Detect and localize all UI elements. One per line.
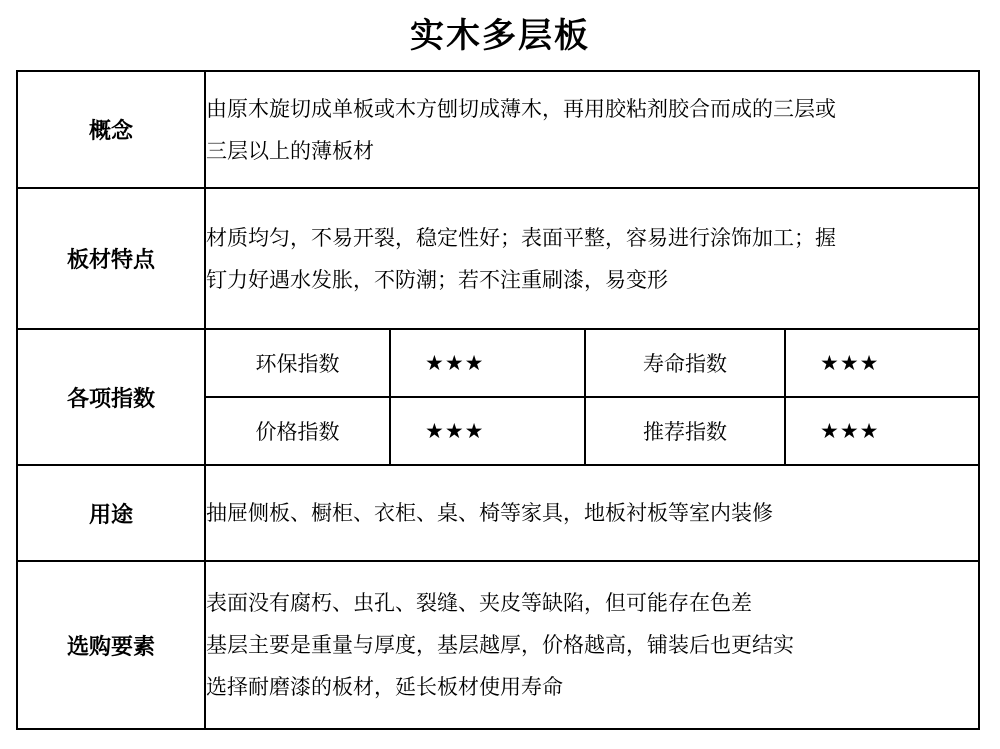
concept-line-1: 由原木旋切成单板或木方刨切成薄木，再用胶粘剂胶合而成的三层或 (206, 96, 836, 121)
info-table (16, 70, 980, 730)
row-concept (17, 71, 979, 188)
page-title: 实木多层板 (410, 16, 590, 56)
features-line-1: 材质均匀，不易开裂，稳定性好；表面平整，容易进行涂饰加工；握 (206, 225, 836, 250)
indices-row (206, 330, 978, 397)
index-stars-price: ★★★ (390, 397, 585, 464)
concept-line-2: 三层以上的薄板材 (206, 138, 374, 163)
indices-grid (206, 330, 978, 464)
row-buying (17, 561, 979, 729)
row-indices (17, 329, 979, 465)
row-label-usage: 用途 (17, 465, 205, 561)
buying-line-2: 基层主要是重量与厚度，基层越厚，价格越高，铺装后也更结实 (206, 633, 794, 657)
row-content-features (205, 188, 979, 329)
row-label-concept: 概念 (17, 71, 205, 188)
row-content-concept (205, 71, 979, 188)
row-label-indices: 各项指数 (17, 329, 205, 465)
row-features (17, 188, 979, 329)
index-stars-lifespan: ★★★ (785, 330, 978, 397)
row-label-buying: 选购要素 (17, 561, 205, 729)
features-line-2: 钉力好遇水发胀，不防潮；若不注重刷漆，易变形 (206, 267, 668, 292)
index-name-eco: 环保指数 (206, 330, 390, 397)
index-name-price: 价格指数 (206, 397, 390, 464)
row-label-features: 板材特点 (17, 188, 205, 329)
row-content-usage (205, 465, 979, 561)
row-usage (17, 465, 979, 561)
index-name-lifespan: 寿命指数 (585, 330, 785, 397)
buying-line-1: 表面没有腐朽、虫孔、裂缝、夹皮等缺陷，但可能存在色差 (206, 591, 752, 615)
index-stars-recommend: ★★★ (820, 419, 880, 443)
buying-line-3: 选择耐磨漆的板材，延长板材使用寿命 (206, 675, 563, 699)
row-content-buying (205, 561, 979, 729)
usage-line-1: 抽屉侧板、橱柜、衣柜、桌、椅等家具，地板衬板等室内装修 (206, 501, 773, 525)
index-name-recommend: 推荐指数 (585, 397, 785, 464)
indices-row (206, 397, 978, 464)
index-stars-eco: ★★★ (390, 330, 585, 397)
row-content-indices (205, 329, 979, 465)
